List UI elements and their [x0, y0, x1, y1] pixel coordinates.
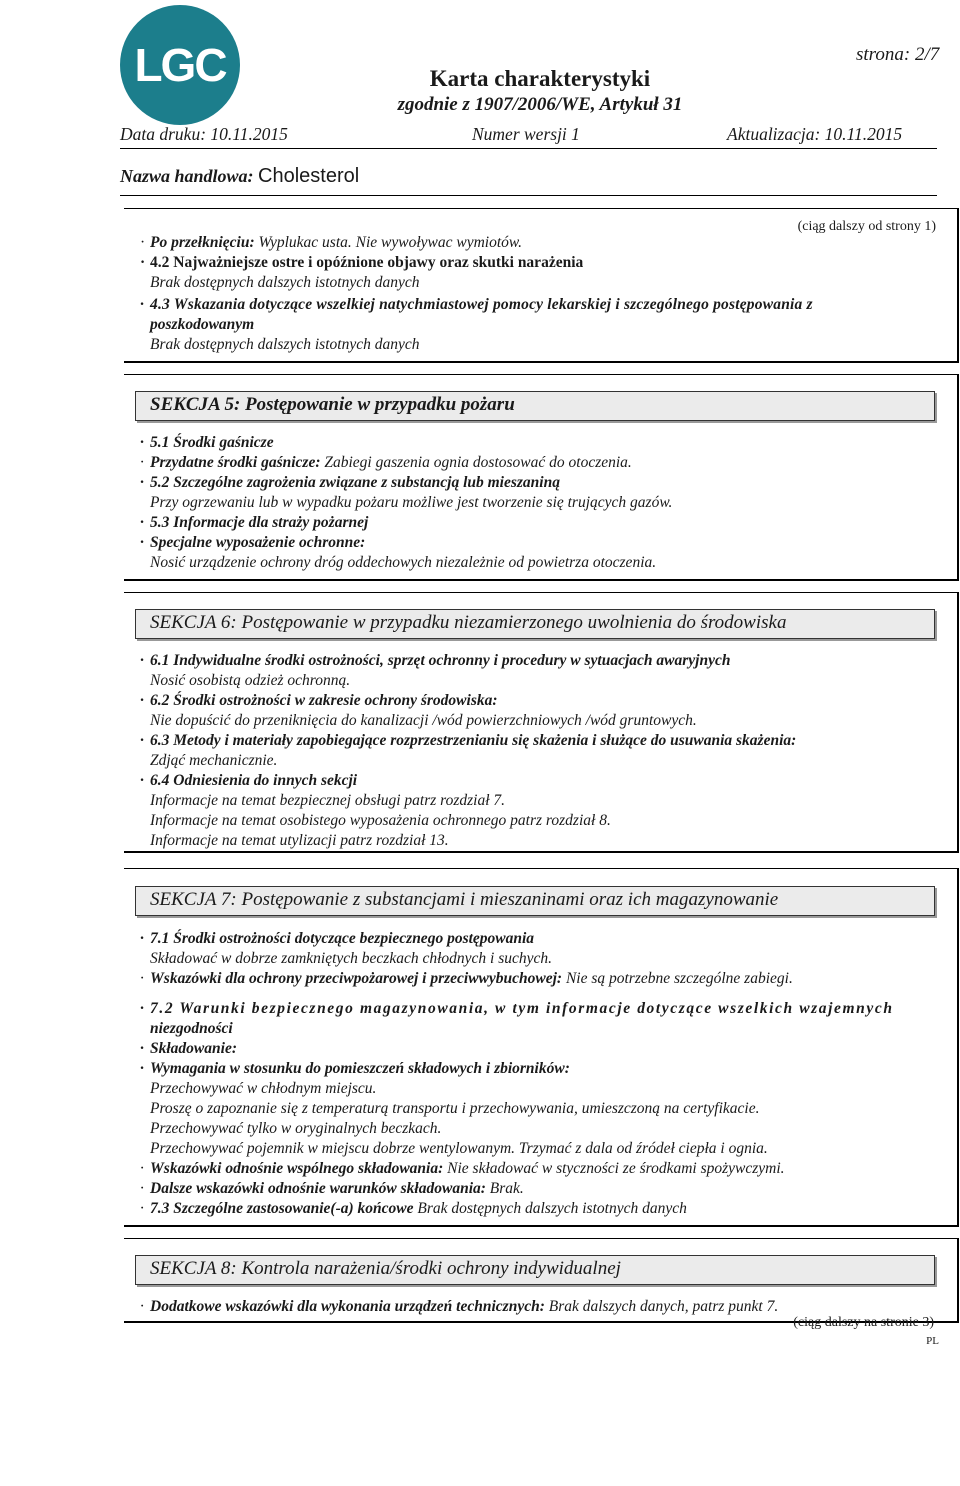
fire-protection-line: · Wskazówki dla ochrony przeciwpożarowej i przeciwwybuchowej: Nie są potrzebne szczególne zabiegi.: [140, 970, 793, 987]
document-subtitle: zgodnie z 1907/2006/WE, Artykuł 31: [397, 94, 683, 115]
subsection-6-1: · 6.1 Indywidualne środki ostrożności, sprzęt ochronny i procedury w sytuacjach awaryjnych: [140, 652, 731, 669]
subsection-6-4: · 6.4 Odniesienia do innych sekcji: [140, 772, 358, 789]
storage-requirements-label: · Wymagania w stosunku do pomieszczeń składowych i zbiorników:: [140, 1060, 570, 1077]
protective-equipment-label: · Specjalne wyposażenie ochronne:: [140, 534, 366, 551]
subsection-7-2-cont: niezgodności: [150, 1020, 233, 1037]
text-6-2: Nie dopuścić do przeniknięcia do kanalizacji /wód powierzchniowych /wód gruntowych.: [150, 712, 697, 729]
text-6-1: Nosić osobistą odzież ochronną.: [150, 672, 351, 689]
subsection-7-3: · 7.3 Szczególne zastosowanie(-a) końcowe Brak dostępnych dalszych istotnych danych: [140, 1200, 687, 1217]
section-5-header: SEKCJA 5: Postępowanie w przypadku pożaru: [135, 391, 935, 421]
version-number: Numer wersji 1: [472, 124, 580, 144]
text-6-4-b: Informacje na temat osobistego wyposażenia ochronnego patrz rozdział 8.: [150, 812, 611, 829]
text-7-2-d: Przechowywać pojemnik w miejscu dobrze wentylowanym. Trzymać z dala od źródeł ciepła i ognia.: [150, 1140, 768, 1157]
logo-text: LGC: [134, 39, 226, 91]
language-code: PL: [926, 1335, 939, 1347]
subsection-4-2: · 4.2 Najważniejsze ostre i opóźnione objawy oraz skutki narażenia: [140, 254, 584, 271]
product-name: Cholesterol: [258, 165, 360, 187]
further-storage-line: · Dalsze wskazówki odnośnie warunków składowania: Brak.: [140, 1180, 524, 1197]
subsection-5-3: · 5.3 Informacje dla straży pożarnej: [140, 514, 369, 531]
subsection-6-2: · 6.2 Środki ostrożności w zakresie ochrony środowiska:: [140, 692, 498, 709]
text-6-4-a: Informacje na temat bezpiecznej obsługi patrz rozdział 7.: [150, 792, 506, 809]
continued-on: (ciąg dalszy na stronie 3): [793, 1315, 934, 1330]
text-5-2: Przy ogrzewaniu lub w wypadku pożaru możliwe jest tworzenie się trujących gazów.: [150, 494, 673, 511]
header-rule: [120, 148, 937, 149]
text-7-2-b: Proszę o zapoznanie się z temperaturą transportu i przechowywania, umieszczoną na certyfikacie.: [150, 1100, 760, 1117]
text-4-2: Brak dostępnych dalszych istotnych danych: [150, 274, 420, 291]
subsection-7-2: · 7.2 Warunki bezpiecznego magazynowania, w tym informacje dotyczące wszelkich wzajemnych: [140, 1000, 894, 1017]
text-7-2-a: Przechowywać w chłodnym miejscu.: [150, 1080, 377, 1097]
storage-label: · Składowanie:: [140, 1040, 237, 1057]
subsection-5-1: · 5.1 Środki gaśnicze: [140, 434, 274, 451]
text-5-3: Nosić urządzenie ochrony dróg oddechowych niezależnie od powietrza otoczenia.: [150, 554, 657, 571]
text-4-3: Brak dostępnych dalszych istotnych danych: [150, 336, 420, 353]
update-date: Aktualizacja: 10.11.2015: [727, 124, 903, 144]
text-7-1: Składować w dobrze zamkniętych beczkach chłodnych i suchych.: [150, 950, 553, 967]
text-6-3: Zdjąć mechanicznie.: [150, 752, 278, 769]
subsection-7-1: · 7.1 Środki ostrożności dotyczące bezpiecznego postępowania: [140, 930, 535, 947]
section-7-header: SEKCJA 7: Postępowanie z substancjami i mieszaninami oraz ich magazynowanie: [135, 886, 935, 916]
text-6-4-c: Informacje na temat utylizacji patrz rozdział 13.: [150, 832, 449, 849]
section-6-header: SEKCJA 6: Postępowanie w przypadku niezamierzonego uwolnienia do środowiska: [135, 609, 935, 639]
joint-storage-line: · Wskazówki odnośnie wspólnego składowania: Nie składować w styczności ze środkami spożywczymi.: [140, 1160, 785, 1177]
continued-from: (ciąg dalszy od strony 1): [797, 219, 936, 234]
engineering-controls-line: · Dodatkowe wskazówki dla wykonania urządzeń technicznych: Brak dalszych danych, patrz punkt 7.: [140, 1298, 779, 1315]
document-title: Karta charakterystyki: [429, 66, 651, 91]
section-8-header: SEKCJA 8: Kontrola narażenia/środki ochrony indywidualnej: [135, 1255, 935, 1285]
subsection-6-3: · 6.3 Metody i materiały zapobiegające rozprzestrzenianiu się skażenia i służące do usuwania skażenia:: [140, 732, 797, 749]
swallow-line: · Po przełknięciu: Wyplukac usta. Nie wywoływac wymiotów.: [140, 234, 522, 251]
subsection-4-3: · 4.3 Wskazania dotyczące wszelkiej natychmiastowej pomocy lekarskiej i szczególnego postępowania z: [140, 296, 813, 313]
product-name-row: [120, 165, 359, 188]
extinguishing-media: · Przydatne środki gaśnicze: Zabiegi gaszenia ognia dostosować do otoczenia.: [140, 454, 632, 471]
page-number: strona: 2/7: [856, 44, 940, 65]
subsection-5-2: · 5.2 Szczególne zagrożenia związane z substancją lub mieszaniną: [140, 474, 560, 491]
product-rule: [120, 195, 937, 196]
print-date: Data druku: 10.11.2015: [120, 124, 288, 144]
product-label: Nazwa handlowa:: [120, 166, 254, 186]
text-7-2-c: Przechowywać tylko w oryginalnych beczkach.: [150, 1120, 442, 1137]
subsection-4-3-cont: poszkodowanym: [150, 316, 255, 333]
